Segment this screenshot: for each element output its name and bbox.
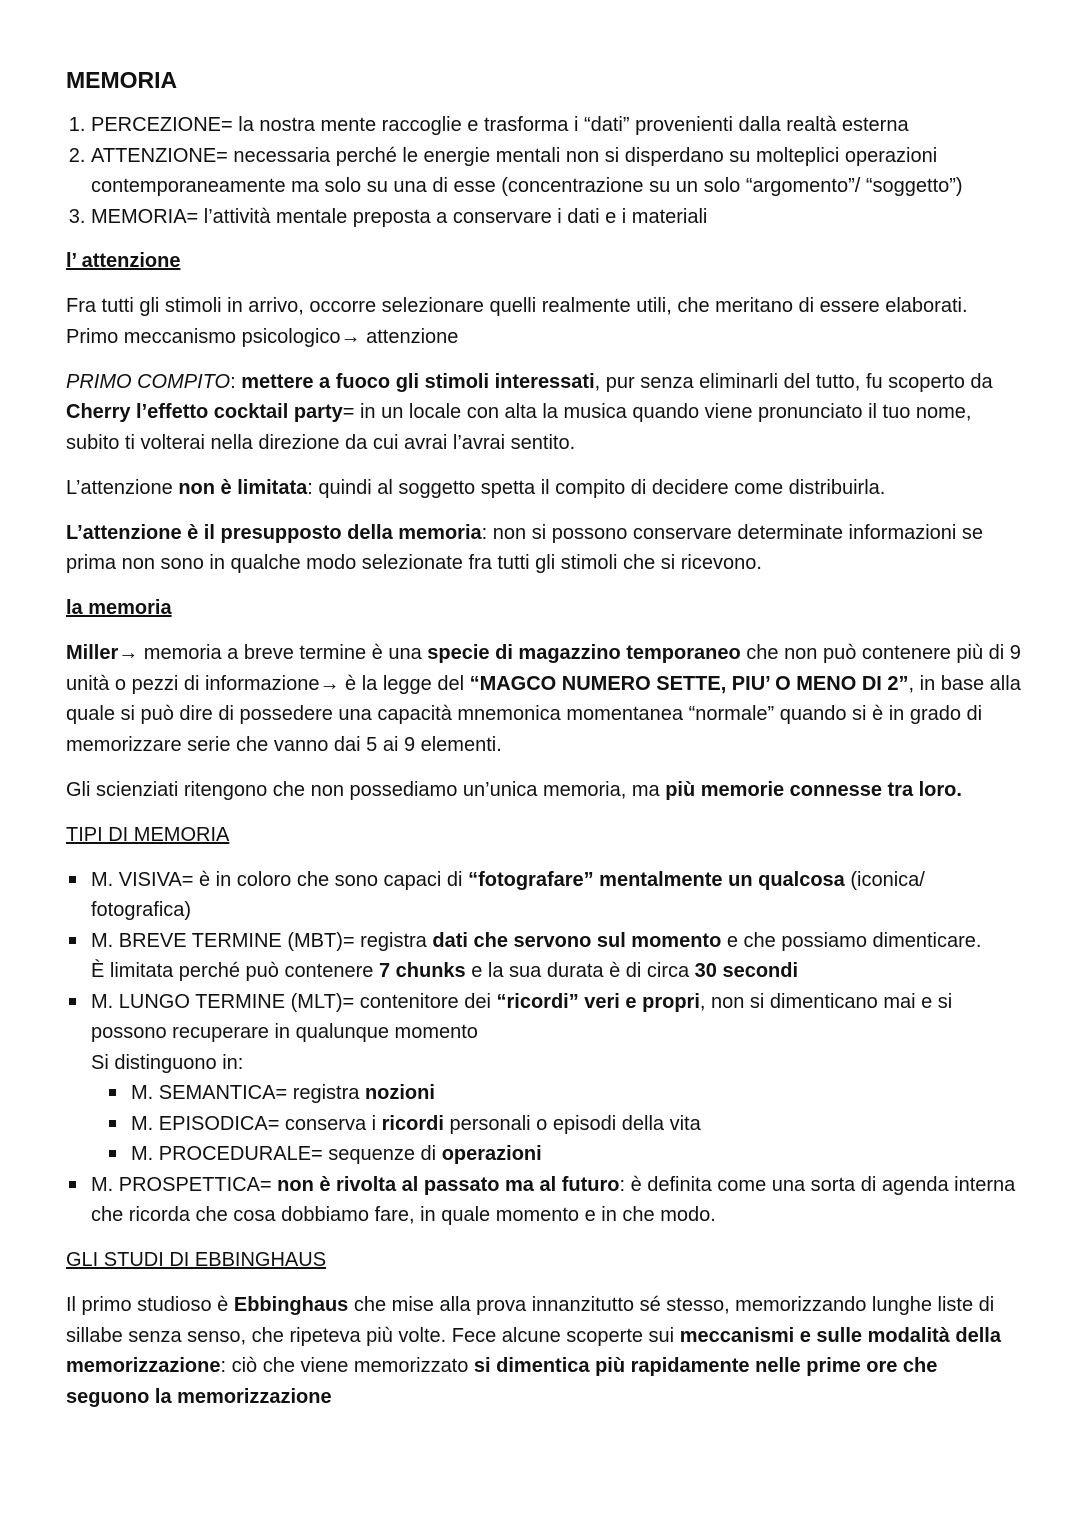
memoria-section <box>66 638 1021 805</box>
list-item <box>91 202 1021 233</box>
bold-text: specie di magazzino temporaneo <box>427 642 741 664</box>
bold-text: ricordi <box>381 1112 444 1135</box>
text-run: , non si dimenticano mai e si possono recuperare in qualunque momento <box>91 990 953 1043</box>
tipi-list <box>66 865 1021 1231</box>
bold-text: “ricordi” veri e propri <box>496 990 700 1013</box>
bold-text: 30 secondi <box>694 960 799 982</box>
italic-text: PRIMO COMPITO <box>66 370 231 393</box>
section-heading-ebbinghaus: GLI STUDI DI EBBINGHAUS <box>66 1249 327 1271</box>
text-run: M. BREVE TERMINE (MBT)= registra <box>91 929 433 952</box>
text-run: Si distinguono in: <box>91 1051 244 1074</box>
text-run: , pur senza eliminarli del tutto, fu scoperto da <box>594 370 993 393</box>
memory-type-item <box>91 865 1021 926</box>
intro-list <box>66 110 1021 232</box>
text-run: : <box>230 370 242 393</box>
bold-text: Miller <box>66 642 119 664</box>
bold-text: dati che servono sul momento <box>432 929 722 952</box>
text-run: MEMORIA= l’attività mentale preposta a conservare i dati e i materiali <box>91 205 708 228</box>
memory-type-item <box>91 926 1021 987</box>
text-run: e che possiamo dimenticare. <box>721 929 982 952</box>
paragraph <box>66 518 1021 579</box>
bold-text: 7 chunks <box>378 960 466 982</box>
paragraph <box>66 775 1021 806</box>
text-run: : non si possono conservare determinate informazioni se prima non sono in qualche modo selezionate fra tutti gli stimoli che si ricevono. <box>66 521 984 574</box>
paragraph <box>66 638 1021 760</box>
text-run: PERCEZIONE= la nostra mente raccoglie e trasforma i “dati” provenienti dalla realtà esterna <box>91 114 909 136</box>
memory-subtype-item <box>131 1078 1021 1109</box>
text-run: M. PROSPETTICA= <box>91 1173 278 1196</box>
text-run: : è definita come una sorta di agenda interna che ricorda che cosa dobbiamo fare, in quale momento e in che modo. <box>91 1173 1016 1226</box>
ebbinghaus-section <box>66 1290 1021 1412</box>
list-item <box>91 110 1021 141</box>
text-run: ATTENZIONE= necessaria perché le energie mentali non si disperdano su molteplici operazioni contemporaneamente ma solo su una di esse (concentrazione su un solo “argomento”/ “soggetto”) <box>91 144 963 197</box>
text-run: M. LUNGO TERMINE (MLT)= contenitore dei <box>91 990 497 1013</box>
memory-subtype-item <box>131 1139 1021 1170</box>
memory-subtype-item <box>131 1109 1021 1140</box>
bold-text: Ebbinghaus <box>233 1294 349 1316</box>
text-run: M. EPISODICA= conserva i <box>131 1112 382 1135</box>
text-run: che non può contenere più di 9 unità o pezzi di informazione→ è la legge del <box>66 642 1021 695</box>
document-title: MEMORIA <box>66 67 178 93</box>
text-run: Fra tutti gli stimoli in arrivo, occorre selezionare quelli realmente utili, che meritano di essere elaborati. Primo meccanismo psicologico→ attenzione <box>66 295 968 348</box>
section-heading-tipi: TIPI DI MEMORIA <box>66 823 230 846</box>
section-heading-attenzione: l’ attenzione <box>66 250 181 272</box>
text-run: = in un locale con alta la musica quando viene pronunciato il tuo nome, subito ti volterai nella direzione da cui avrai l’avrai sentito. <box>66 401 972 454</box>
paragraph <box>66 473 1021 504</box>
memory-type-item <box>91 1170 1021 1231</box>
text-run: M. VISIVA= è in coloro che sono capaci di <box>91 868 469 891</box>
text-run: È limitata perché può contenere <box>91 960 379 982</box>
attenzione-section <box>66 291 1021 579</box>
paragraph <box>66 291 1021 352</box>
text-run: M. SEMANTICA= registra <box>131 1082 365 1104</box>
section-heading-memoria: la memoria <box>66 597 172 619</box>
text-run: L’attenzione <box>66 476 179 499</box>
bold-text: mettere a fuoco gli stimoli interessati <box>241 370 595 393</box>
text-run: , in base alla quale si può dire di possedere una capacità mnemonica momentanea “normale” quando si è in grado di memorizzare serie che vanno dai 5 ai 9 elementi. <box>66 672 1021 756</box>
bold-text: “fotografare” mentalmente un qualcosa <box>468 868 845 891</box>
bold-text: non è rivolta al passato ma al futuro <box>277 1173 620 1196</box>
bold-text: nozioni <box>364 1082 435 1104</box>
bold-text: operazioni <box>441 1143 542 1165</box>
bold-text: si dimentica più rapidamente nelle prime ore che seguono la memorizzazione <box>66 1355 938 1408</box>
memory-subtype-list <box>91 1078 1021 1170</box>
bold-text: L’attenzione è il presupposto della memoria <box>66 521 482 544</box>
text-run: personali o episodi della vita <box>443 1112 701 1135</box>
memory-type-item <box>91 987 1021 1170</box>
text-run: M. PROCEDURALE= sequenze di <box>131 1143 442 1165</box>
text-run: (iconica/ fotografica) <box>91 868 925 921</box>
text-run: → memoria a breve termine è una <box>118 642 428 664</box>
text-run: e la sua durata è di circa <box>465 960 695 982</box>
bold-text: “MAGCO NUMERO SETTE, PIU’ O MENO DI 2” <box>469 672 909 695</box>
text-run: : ciò che viene memorizzato <box>220 1355 474 1377</box>
document-page <box>66 64 1021 1427</box>
list-item <box>91 141 1021 202</box>
text-run: che mise alla prova innanzitutto sé stesso, memorizzando lunghe liste di sillabe senza senso, che ripeteva più volte. Fece alcune scoperte sui <box>66 1294 995 1347</box>
text-run: : quindi al soggetto spetta il compito di decidere come distribuirla. <box>307 476 886 499</box>
text-run: Gli scienziati ritengono che non possediamo un’unica memoria, ma <box>66 778 666 801</box>
bold-text: più memorie connesse tra loro. <box>665 778 962 801</box>
bold-text: meccanismi e sulle modalità della memorizzazione <box>66 1324 1001 1377</box>
bold-text: Cherry l’effetto cocktail party <box>66 401 343 423</box>
text-run: Il primo studioso è <box>66 1294 234 1316</box>
bold-text: non è limitata <box>178 476 308 499</box>
paragraph <box>66 1290 1021 1412</box>
paragraph <box>66 367 1021 459</box>
